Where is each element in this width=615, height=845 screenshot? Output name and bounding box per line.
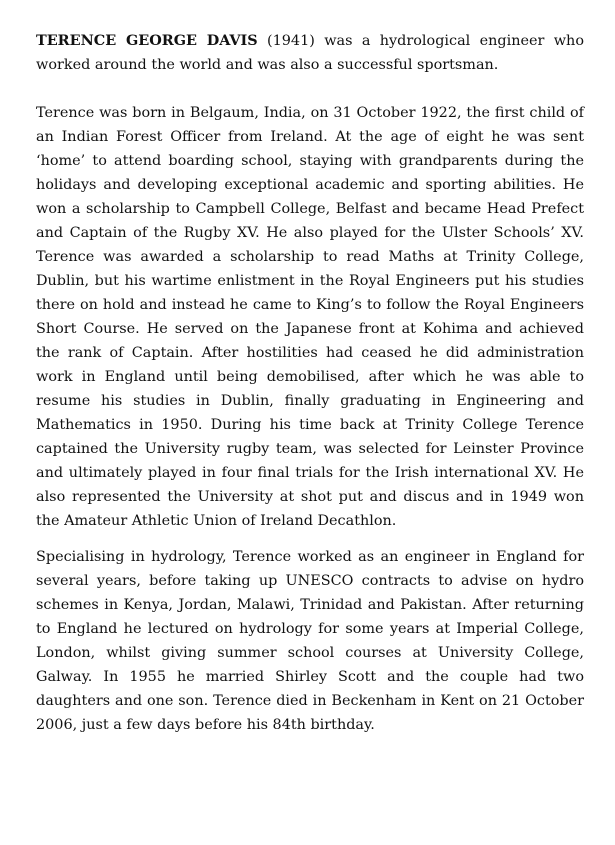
early-life-paragraph: Terence was born in Belgaum, India, on 31 October 1922, the first child of an Indian Forest Officer from Ireland. At the age of eight he was sent ‘home’ to attend boarding school, staying with grandparents during the holidays and developing exceptional academic and sporting abilities. He won a scholarship to Campbell College, Belfast and became Head Prefect and Captain of the Rugby XV. He also played for the Ulster Schools’ XV. Terence was awarded a scholarship to read Maths at Trinity College, Dublin, but his wartime enlistment in the Royal Engineers put his studies there on hold and instead he came to King’s to follow the Royal Engineers Short Course. He served on the Japanese front at Kohima and achieved the rank of Captain. After hostilities had ceased he did administration work in England until being demobilised, after which he was able to resume his studies in Dublin, finally graduating in Engineering and Mathematics in 1950. During his time back at Trinity College Terence captained the University rugby team, was selected for Leinster Province and ultimately played in four final trials for the Irish international XV. He also represented the University at shot put and discus and in 1949 won the Amateur Athletic Union of Ireland Decathlon. [36, 105, 584, 529]
career-paragraph: Specialising in hydrology, Terence worked as an engineer in England for several years, before taking up UNESCO contracts to advise on hydro schemes in Kenya, Jordan, Malawi, Trinidad and Pakistan. After returning to England he lectured on hydrology for some years at Imperial College, London, whilst giving summer school courses at University College, Galway. In 1955 he married Shirley Scott and the couple had two daughters and one son. Terence died in Beckenham in Kent on 21 October 2006, just a few days before his 84th birthday. [36, 549, 584, 733]
intro-text: (1941) was a hydrological engineer who worked around the world and was also a successful sportsman. [36, 33, 584, 73]
subject-name: TERENCE GEORGE DAVIS [36, 32, 258, 49]
obituary-page [36, 29, 584, 749]
intro-paragraph [36, 29, 584, 77]
